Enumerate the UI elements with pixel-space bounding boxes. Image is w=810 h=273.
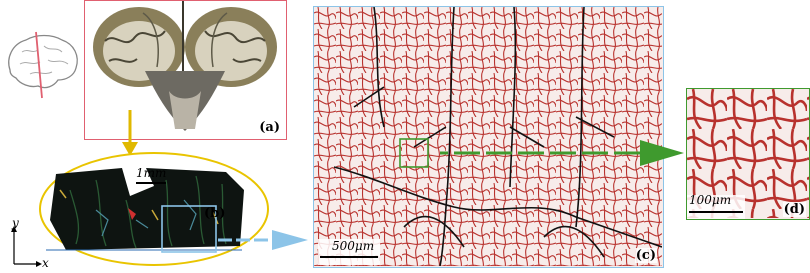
panel-c-label: (c) xyxy=(635,248,656,263)
axis-x-label: x xyxy=(42,256,49,270)
panel-c xyxy=(313,6,664,268)
panel-c-scale-line xyxy=(320,256,378,258)
panel-d-scale-bar xyxy=(687,195,745,219)
panel-b-scale-label: 1mm xyxy=(136,166,167,180)
panel-a xyxy=(84,0,287,140)
panel-d-label: (d) xyxy=(783,202,805,217)
panel-b-label: (b) xyxy=(204,206,226,221)
panel-d-scale-label: 100μm xyxy=(689,193,732,207)
arrow-b-to-c xyxy=(218,228,310,252)
coronal-brain-slice-image xyxy=(85,1,285,138)
vessel-network-image xyxy=(314,7,662,266)
brain-outline-icon xyxy=(2,30,82,100)
panel-c-scale-bar xyxy=(318,239,380,265)
panel-b-scale-bar xyxy=(134,168,168,188)
axis-y-label: y xyxy=(12,216,19,230)
panel-b-scale-line xyxy=(136,182,166,184)
arrow-c-to-d xyxy=(440,138,686,168)
panel-a-label: (a) xyxy=(259,120,280,135)
panel-c-scale-label: 500μm xyxy=(332,239,375,253)
panel-d xyxy=(686,88,810,220)
panel-d-scale-line xyxy=(689,211,743,213)
